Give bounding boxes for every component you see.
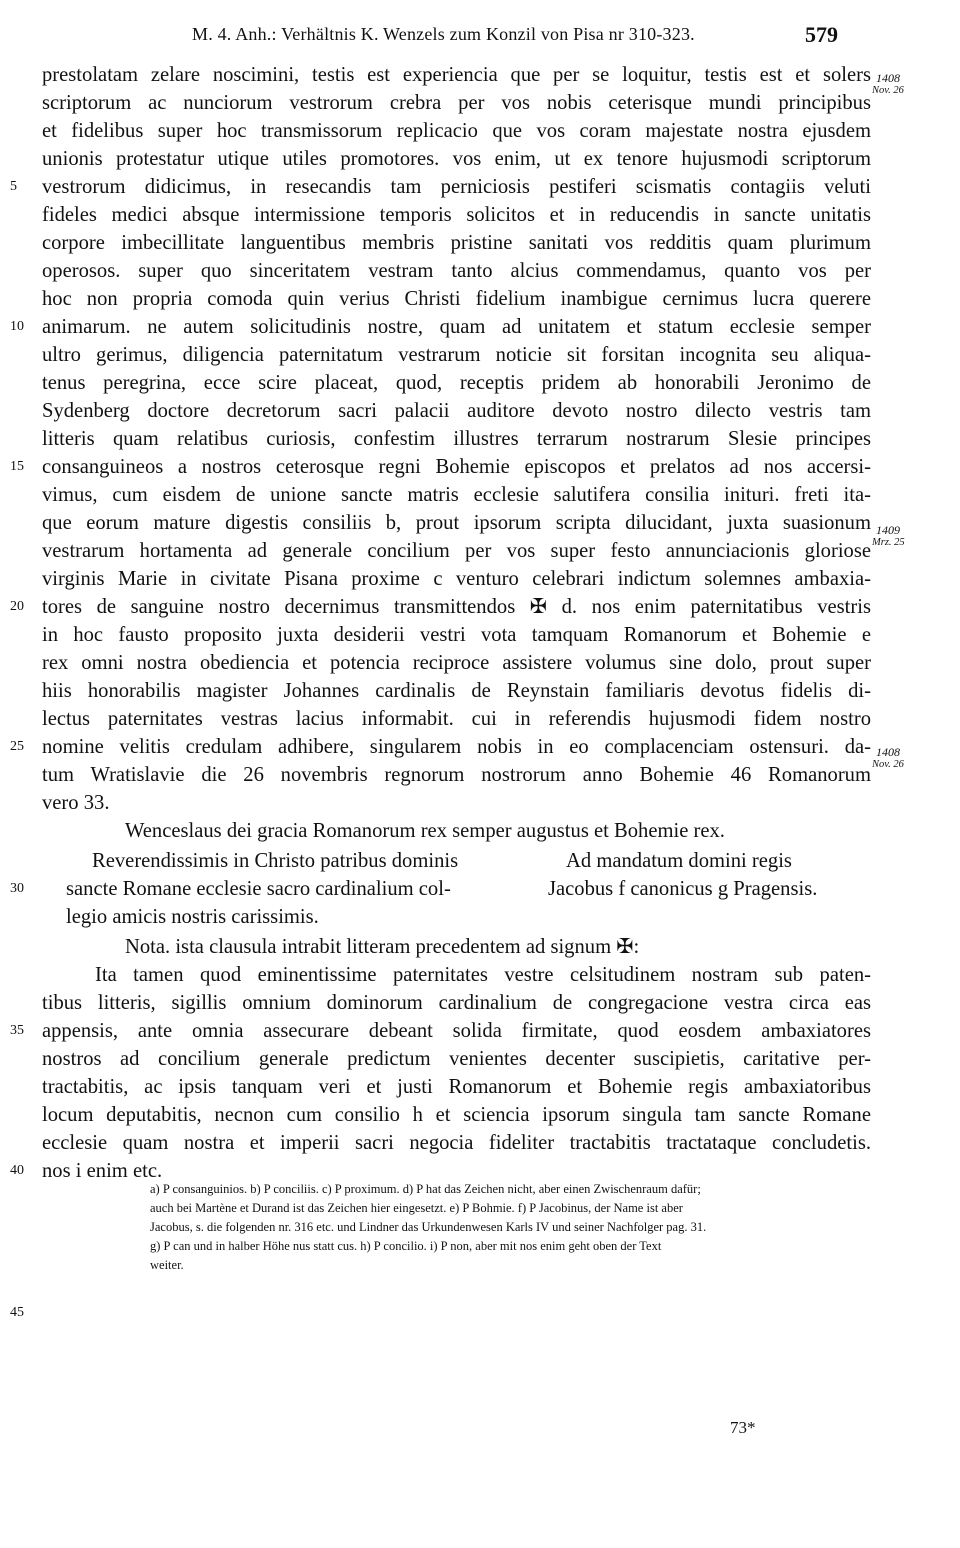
- address-line: Reverendissimis in Christo patribus dominis: [92, 850, 459, 872]
- text-line: unionis protestatur utique utiles promotores. vos enim, ut ex tenore hujusmodi scriptorum: [42, 148, 871, 170]
- running-header: [0, 20, 960, 48]
- text-line: tum Wratislavie die 26 novembris regnorum nostrorum anno Bohemie 46 Romanorum: [42, 764, 871, 786]
- footnote-line: auch bei Martène et Durand ist das Zeichen hier eingesetzt. e) P Bohmie. f) P Jacobinus, der Name ist aber: [150, 1201, 683, 1215]
- text-line: nos i enim etc.: [42, 1160, 163, 1182]
- page-number: 579: [805, 22, 838, 47]
- address-line: sancte Romane ecclesie sacro cardinalium col-: [66, 878, 451, 900]
- footnote-line: Jacobus, s. die folgenden nr. 316 etc. und Lindner das Urkundenwesen Karls IV und seiner Nachfolger pag. 31.: [150, 1220, 707, 1234]
- footnotes: [150, 1180, 870, 1275]
- text-line: hiis honorabilis magister Johannes cardinalis de Reynstain familiaris devotus fidelis di-: [42, 680, 871, 702]
- line-number: 10: [10, 319, 24, 334]
- header-title: M. 4. Anh.: Verhältnis K. Wenzels zum Konzil von Pisa nr 310-323.: [192, 24, 695, 44]
- address-line: legio amicis nostris carissimis.: [66, 906, 319, 928]
- text-line: vestrorum didicimus, in resecandis tam perniciosis pestiferi scismatis contagiis veluti: [42, 176, 871, 198]
- margin-date-year: 1409: [876, 523, 900, 537]
- margin-date-day: Nov. 26: [872, 759, 904, 770]
- text-line: hoc non propria comoda quin verius Christi fidelium inambigue cernimus lucra querere: [42, 288, 871, 310]
- text-line: lectus paternitates vestras lacius informabit. cui in referendis hujusmodi fidem nostro: [42, 708, 871, 730]
- text-line: tractabitis, ac ipsis tanquam veri et justi Romanorum et Bohemie regis ambaxiatoribus: [42, 1076, 871, 1098]
- margin-date: [872, 746, 952, 771]
- line-number: 15: [10, 459, 24, 474]
- text-line: animarum. ne autem solicitudinis nostre, quam ad unitatem et statum ecclesie semper: [42, 316, 871, 338]
- text-line: que eorum mature digestis consiliis b, prout ipsorum scripta dilucidant, juxta suasionum: [42, 512, 871, 534]
- nota-line: Nota. ista clausula intrabit litteram precedentem ad signum ✠:: [125, 936, 640, 958]
- signature-mark: 73*: [730, 1418, 756, 1437]
- text-line: tibus litteris, sigillis omnium dominorum cardinalium de congregacione vestra circa eas: [42, 992, 871, 1014]
- signature-line: Wenceslaus dei gracia Romanorum rex semper augustus et Bohemie rex.: [125, 820, 725, 842]
- footnote-line: a) P consanguinios. b) P conciliis. c) P proximum. d) P hat das Zeichen nicht, aber einen Zwischenraum dafür;: [150, 1182, 701, 1196]
- mandate-line: Jacobus f canonicus g Pragensis.: [548, 878, 818, 900]
- line-number: 35: [10, 1023, 24, 1038]
- text-line: locum deputabitis, necnon cum consilio h et sciencia ipsorum singula tam sancte Romane: [42, 1104, 871, 1126]
- text-line: operosos. super quo sinceritatem vestram tanto alcius commendamus, quanto vos per: [42, 260, 871, 282]
- line-number: 45: [10, 1305, 24, 1320]
- margin-date: [872, 72, 952, 97]
- margin-date-year: 1408: [876, 71, 900, 85]
- text-line: in hoc fausto proposito juxta desiderii vestri vota tamquam Romanorum et Bohemie e: [42, 624, 871, 646]
- line-number: 40: [10, 1163, 24, 1178]
- line-number: 30: [10, 881, 24, 896]
- text-line: appensis, ante omnia assecurare debeant solida firmitate, quod eosdem ambaxiatores: [42, 1020, 871, 1042]
- text-line: vestrarum hortamenta ad generale concilium per vos super festo annunciacionis gloriose: [42, 540, 871, 562]
- line-number: 5: [10, 179, 17, 194]
- margin-date-day: Mrz. 25: [872, 537, 905, 548]
- text-line: ecclesie quam nostra et imperii sacri negocia fideliter tractabitis tractataque concludetis.: [42, 1132, 871, 1154]
- footnote-line: weiter.: [150, 1258, 184, 1272]
- text-line: vero 33.: [42, 792, 110, 814]
- text-line: et fidelibus super hoc transmissorum replicacio que vos coram majestate nostra ejusdem: [42, 120, 871, 142]
- line-number: 25: [10, 739, 24, 754]
- footnote-line: g) P can und in halber Höhe nus statt cus. h) P concilio. i) P non, aber mit nos enim geht oben der Text: [150, 1239, 662, 1253]
- text-line: virginis Marie in civitate Pisana proxime c venturo celebrari indictum solemnes ambaxia-: [42, 568, 871, 590]
- text-line: Sydenberg doctore decretorum sacri palacii auditore devoto nostro dilecto vestris tam: [42, 400, 871, 422]
- margin-date-year: 1408: [876, 745, 900, 759]
- text-line: Ita tamen quod eminentissime paternitates vestre celsitudinem nostram sub paten-: [95, 964, 871, 986]
- margin-date-day: Nov. 26: [872, 85, 904, 96]
- text-line: nostros ad concilium generale predictum venientes decenter suscipietis, caritative per-: [42, 1048, 871, 1070]
- text-line: corpore imbecillitate languentibus membris pristine sanitati vos redditis quam plurimum: [42, 232, 871, 254]
- margin-date: [872, 524, 952, 549]
- text-line: consanguineos a nostros ceterosque regni Bohemie episcopos et prelatos ad nos accersi-: [42, 456, 871, 478]
- text-line: litteris quam relatibus curiosis, confestim illustres terrarum nostrarum Slesie principes: [42, 428, 871, 450]
- text-line: scriptorum ac nunciorum vestrorum crebra per vos nobis ceterisque mundi principibus: [42, 92, 871, 114]
- line-number: 20: [10, 599, 24, 614]
- mandate-line: Ad mandatum domini regis: [566, 850, 792, 872]
- text-line: vimus, cum eisdem de unione sancte matris ecclesie salutifera consilia inituri. freti ita-: [42, 484, 871, 506]
- text-line: rex omni nostra obediencia et potencia reciproce assistere volumus sine dolo, prout super: [42, 652, 871, 674]
- text-line: ultro gerimus, diligencia paternitatum vestrarum noticie sit forsitan incognita seu aliqua-: [42, 344, 871, 366]
- text-line: tores de sanguine nostro decernimus transmittendos ✠ d. nos enim paternitatibus vestris: [42, 596, 871, 618]
- text-line: fideles medici absque intermissione temporis solicitos et in reducendis in sancte unitatis: [42, 204, 871, 226]
- text-line: tenus peregrina, ecce scire placeat, quod, receptis pridem ab honorabili Jeronimo de: [42, 372, 871, 394]
- text-line: nomine velitis credulam adhibere, singularem nobis in eo complacenciam ostensuri. da-: [42, 736, 871, 758]
- text-line: prestolatam zelare noscimini, testis est experiencia que per se loquitur, testis est et solers: [42, 64, 871, 86]
